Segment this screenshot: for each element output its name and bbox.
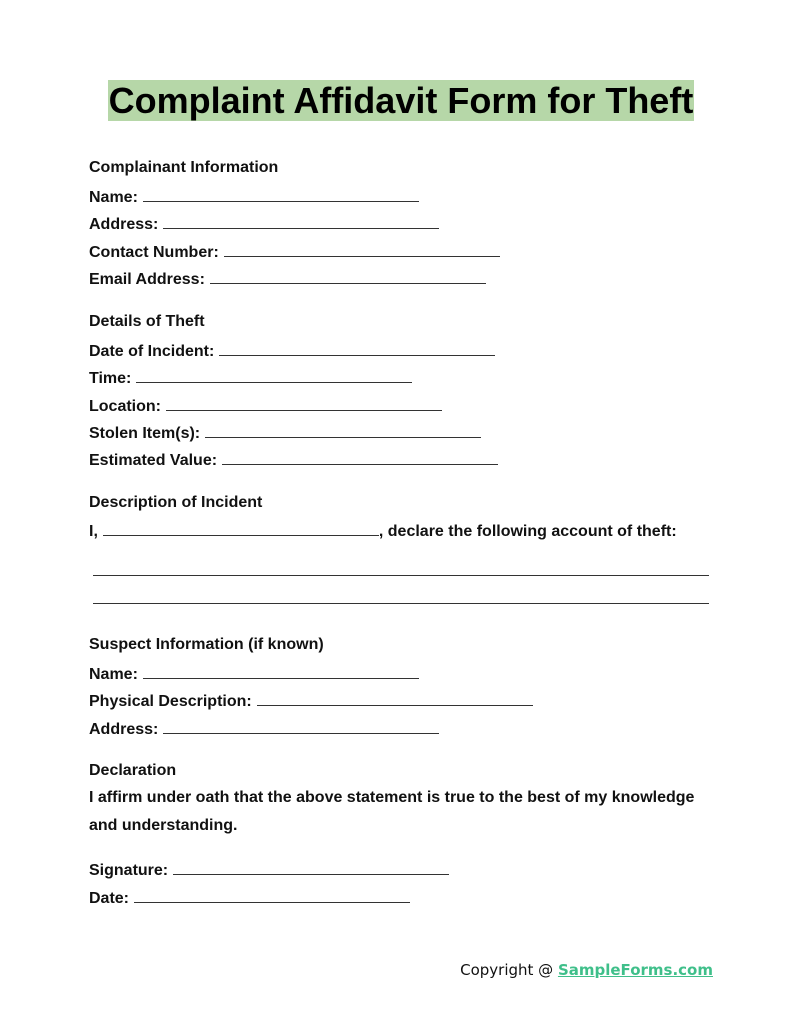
declarant-name-field[interactable]: [103, 520, 379, 536]
theft-value-field[interactable]: [222, 449, 498, 465]
theft-date-field[interactable]: [219, 340, 495, 356]
complainant-email-label: Email Address:: [89, 271, 205, 288]
theft-time-field[interactable]: [136, 367, 412, 383]
suspect-address-row: [89, 718, 439, 740]
suspect-physical-field[interactable]: [257, 690, 533, 706]
theft-date-row: [89, 340, 495, 362]
declaration-date-field[interactable]: [134, 887, 410, 903]
declaration-heading: Declaration: [89, 762, 177, 779]
signature-row: [89, 859, 449, 881]
signature-field[interactable]: [173, 859, 449, 875]
description-line-2[interactable]: [93, 603, 709, 604]
theft-location-row: [89, 395, 442, 417]
brand-link[interactable]: SampleForms.com: [557, 961, 713, 979]
complainant-name-row: [89, 186, 419, 208]
description-heading: Description of Incident: [89, 494, 263, 511]
suspect-physical-label: Physical Description:: [89, 693, 252, 710]
copyright-footer: [460, 961, 713, 979]
suspect-name-field[interactable]: [143, 663, 419, 679]
theft-items-label: Stolen Item(s):: [89, 425, 201, 442]
complainant-heading: Complainant Information: [89, 159, 279, 176]
theft-location-label: Location:: [89, 398, 161, 415]
theft-time-label: Time:: [89, 370, 132, 387]
description-prefix: I,: [89, 523, 98, 540]
suspect-name-label: Name:: [89, 666, 138, 683]
complainant-name-field[interactable]: [143, 186, 419, 202]
theft-items-field[interactable]: [205, 422, 481, 438]
theft-value-label: Estimated Value:: [89, 452, 218, 469]
copyright-text: Copyright @: [460, 961, 554, 979]
theft-items-row: [89, 422, 481, 444]
suspect-address-field[interactable]: [163, 718, 439, 734]
description-line-1[interactable]: [93, 575, 709, 576]
complainant-address-row: [89, 213, 439, 235]
declaration-date-label: Date:: [89, 890, 130, 907]
suspect-heading: Suspect Information (if known): [89, 636, 324, 653]
complainant-email-row: [89, 268, 486, 290]
theft-time-row: [89, 367, 412, 389]
description-declare-row: [89, 520, 677, 542]
declaration-text: I affirm under oath that the above statement is true to the best of my knowledge and understanding.: [89, 789, 695, 834]
signature-label: Signature:: [89, 862, 169, 879]
suspect-address-label: Address:: [89, 721, 159, 738]
complainant-contact-label: Contact Number:: [89, 244, 219, 261]
suspect-name-row: [89, 663, 419, 685]
page-title: Complaint Affidavit Form for Theft: [108, 80, 694, 121]
declaration-date-row: [89, 887, 410, 909]
complainant-contact-row: [89, 241, 500, 263]
suspect-physical-row: [89, 690, 533, 712]
complainant-contact-field[interactable]: [224, 241, 500, 257]
complainant-email-field[interactable]: [210, 268, 486, 284]
theft-location-field[interactable]: [166, 395, 442, 411]
complainant-address-field[interactable]: [163, 213, 439, 229]
complainant-name-label: Name:: [89, 189, 138, 206]
theft-heading: Details of Theft: [89, 313, 205, 330]
theft-date-label: Date of Incident:: [89, 343, 215, 360]
complainant-address-label: Address:: [89, 216, 159, 233]
description-suffix: , declare the following account of theft:: [378, 523, 677, 540]
theft-value-row: [89, 449, 498, 471]
